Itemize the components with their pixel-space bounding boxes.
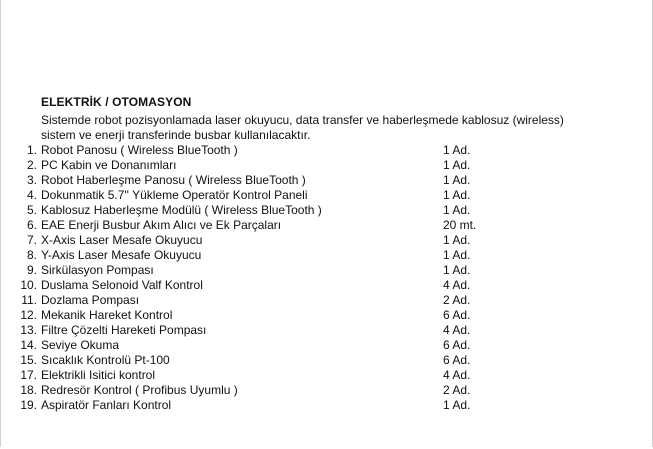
item-label: Robot Panosu ( Wireless BlueTooth ) bbox=[41, 143, 238, 157]
item-quantity: 2 Ad. bbox=[443, 383, 471, 397]
list-item bbox=[0, 203, 653, 218]
item-label: Duslama Selonoid Valf Kontrol bbox=[41, 278, 203, 292]
item-number: 17. bbox=[20, 368, 37, 382]
item-quantity: 1 Ad. bbox=[443, 248, 471, 262]
list-item bbox=[0, 293, 653, 308]
list-item bbox=[0, 323, 653, 338]
item-quantity: 2 Ad. bbox=[443, 293, 471, 307]
item-number: 9. bbox=[26, 263, 37, 277]
item-label: EAE Enerji Busbur Akım Alıcı ve Ek Parçaları bbox=[41, 218, 282, 232]
item-quantity: 1 Ad. bbox=[443, 203, 471, 217]
item-number: 12. bbox=[20, 308, 37, 322]
item-quantity: 1 Ad. bbox=[443, 188, 471, 202]
list-item bbox=[0, 353, 653, 368]
item-label: Robot Haberleşme Panosu ( Wireless BlueTooth ) bbox=[41, 173, 306, 187]
item-label: Filtre Çözelti Hareketi Pompası bbox=[41, 323, 207, 337]
item-label: Dokunmatik 5.7'' Yükleme Operatör Kontrol Paneli bbox=[41, 188, 308, 202]
item-number: 14. bbox=[20, 338, 37, 352]
item-number: 8. bbox=[26, 248, 37, 262]
item-quantity: 1 Ad. bbox=[443, 398, 471, 412]
item-quantity: 1 Ad. bbox=[443, 143, 471, 157]
item-number: 4. bbox=[26, 188, 37, 202]
item-quantity: 20 mt. bbox=[443, 218, 477, 232]
list-item bbox=[0, 218, 653, 233]
item-number: 6. bbox=[26, 218, 37, 232]
item-label: Kablosuz Haberleşme Modülü ( Wireless BlueTooth ) bbox=[41, 203, 322, 217]
item-label: PC Kabin ve Donanımları bbox=[41, 158, 177, 172]
item-number: 15. bbox=[20, 353, 37, 367]
item-number: 5. bbox=[26, 203, 37, 217]
item-label: Elektrikli Isitici kontrol bbox=[41, 368, 156, 382]
list-item bbox=[0, 158, 653, 173]
item-number: 7. bbox=[26, 233, 37, 247]
item-number: 2. bbox=[26, 158, 37, 172]
equipment-list bbox=[0, 143, 653, 413]
list-item bbox=[0, 368, 653, 383]
list-item bbox=[0, 398, 653, 413]
item-label: Redresör Kontrol ( Profibus Uyumlu ) bbox=[41, 383, 238, 397]
intro-line-1: Sistemde robot pozisyonlamada laser okuyucu, data transfer ve haberleşmede kablosuz (wireless) bbox=[41, 113, 564, 127]
list-item bbox=[0, 278, 653, 293]
item-label: Sirkülasyon Pompası bbox=[41, 263, 154, 277]
list-item bbox=[0, 308, 653, 323]
item-quantity: 1 Ad. bbox=[443, 233, 471, 247]
item-quantity: 1 Ad. bbox=[443, 173, 471, 187]
item-label: Seviye Okuma bbox=[41, 338, 120, 352]
item-quantity: 1 Ad. bbox=[443, 158, 471, 172]
list-item bbox=[0, 233, 653, 248]
section-heading: ELEKTRİK / OTOMASYON bbox=[41, 95, 192, 109]
intro-line-2: sistem ve enerji transferinde busbar kullanılacaktır. bbox=[41, 128, 311, 142]
item-number: 13. bbox=[20, 323, 37, 337]
item-label: Aspiratör Fanları Kontrol bbox=[41, 398, 172, 412]
list-item bbox=[0, 143, 653, 158]
list-item bbox=[0, 338, 653, 353]
item-label: Dozlama Pompası bbox=[41, 293, 140, 307]
item-label: Mekanik Hareket Kontrol bbox=[41, 308, 173, 322]
list-item bbox=[0, 173, 653, 188]
item-number: 3. bbox=[26, 173, 37, 187]
item-quantity: 6 Ad. bbox=[443, 353, 471, 367]
section-intro bbox=[41, 113, 601, 143]
item-label: Sıcaklık Kontrolü Pt-100 bbox=[41, 353, 170, 367]
list-item bbox=[0, 263, 653, 278]
item-quantity: 4 Ad. bbox=[443, 368, 471, 382]
item-number: 11. bbox=[21, 293, 37, 307]
item-label: X-Axis Laser Mesafe Okuyucu bbox=[41, 233, 203, 247]
item-number: 1. bbox=[26, 143, 37, 157]
list-item bbox=[0, 383, 653, 398]
list-item bbox=[0, 188, 653, 203]
item-label: Y-Axis Laser Mesafe Okuyucu bbox=[41, 248, 202, 262]
item-quantity: 4 Ad. bbox=[443, 323, 471, 337]
list-item bbox=[0, 248, 653, 263]
item-number: 19. bbox=[20, 398, 37, 412]
item-quantity: 4 Ad. bbox=[443, 278, 471, 292]
item-quantity: 6 Ad. bbox=[443, 338, 471, 352]
item-quantity: 6 Ad. bbox=[443, 308, 471, 322]
item-quantity: 1 Ad. bbox=[443, 263, 471, 277]
item-number: 10. bbox=[20, 278, 37, 292]
item-number: 18. bbox=[20, 383, 37, 397]
